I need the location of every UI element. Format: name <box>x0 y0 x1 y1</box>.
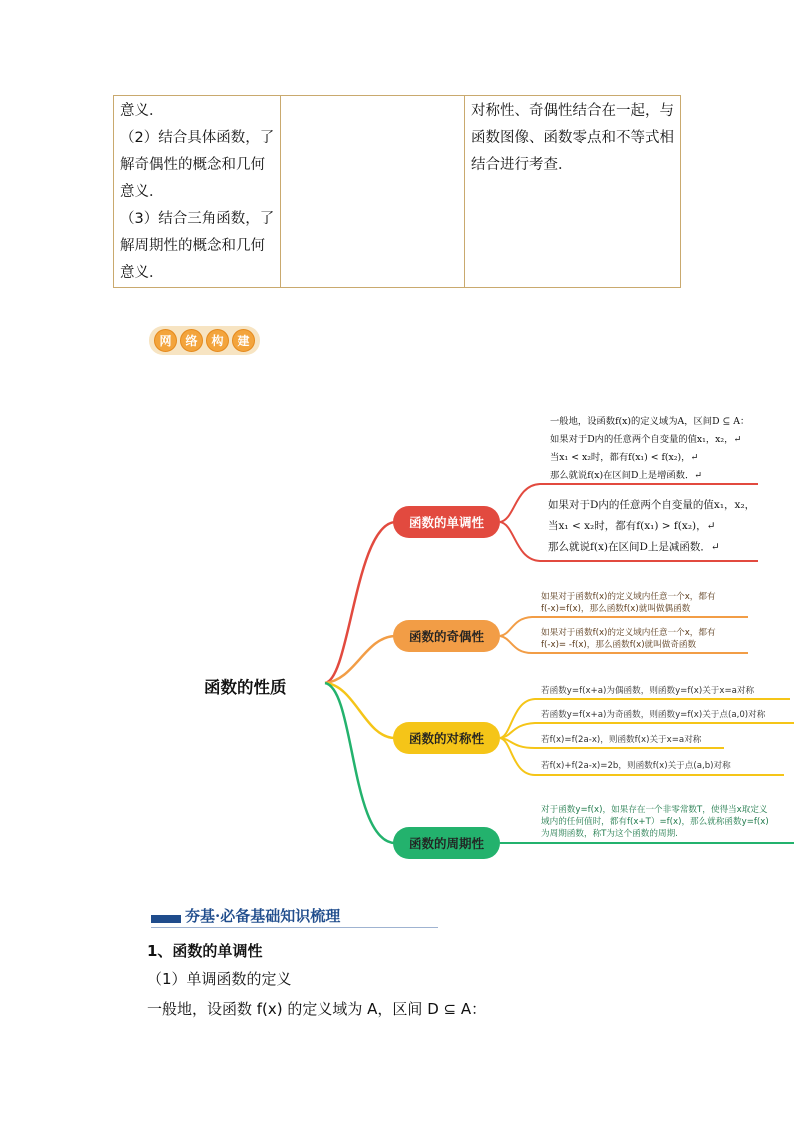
heading-monotonicity: 1、函数的单调性 <box>147 942 263 960</box>
branch-line-period <box>325 683 395 843</box>
node-periodicity: 函数的周期性 <box>393 827 500 859</box>
table-col-empty <box>281 96 465 287</box>
badge-char: 构 <box>206 329 229 352</box>
network-build-badge <box>149 326 260 355</box>
note-line: 那么就说f(x)在区间D上是增函数．↵ <box>550 470 703 481</box>
table-line: 函数图像、函数零点和不等式相 <box>471 130 674 146</box>
note-line: 如果对于函数f(x)的定义域内任意一个x，都有 <box>541 628 716 638</box>
note-line: 如果对于函数f(x)的定义域内任意一个x，都有 <box>541 592 716 602</box>
note-line: 当x₁ < x₂时，都有f(x₁) < f(x₂)，↵ <box>550 452 699 463</box>
note-line: 当x₁ < x₂时，都有f(x₁) > f(x₂)，↵ <box>548 520 716 532</box>
branch-line-mono <box>325 522 395 683</box>
note-even-function <box>541 591 716 615</box>
table-line: 意义． <box>120 265 164 281</box>
table-line: （3）结合三角函数，了 <box>120 211 275 227</box>
note-increasing <box>550 413 749 485</box>
node-parity: 函数的奇偶性 <box>393 620 500 652</box>
note-symmetry-2: 若函数y=f(x+a)为奇函数，则函数y=f(x)关于点(a,0)对称 <box>541 710 766 720</box>
table-line: 解周期性的概念和几何 <box>120 238 265 254</box>
note-symmetry-1: 若函数y=f(x+a)为偶函数，则函数y=f(x)关于x=a对称 <box>541 686 755 696</box>
note-symmetry-4: 若f(x)+f(2a-x)=2b，则函数f(x)关于点(a,b)对称 <box>541 761 731 771</box>
table-line: 对称性、奇偶性结合在一起，与 <box>471 103 674 119</box>
note-line: 如果对于D内的任意两个自变量的值x₁，x₂，↵ <box>550 434 742 445</box>
note-line: f(-x)=f(x)，那么函数f(x)就叫做偶函数 <box>541 604 691 614</box>
note-symmetry-3: 若f(x)=f(2a-x)，则函数f(x)关于x=a对称 <box>541 735 702 745</box>
table-line: 结合进行考查． <box>471 157 573 173</box>
badge-char: 建 <box>232 329 255 352</box>
node-monotonicity: 函数的单调性 <box>393 506 500 538</box>
note-odd-function <box>541 627 716 651</box>
table-col-requirements <box>114 96 281 287</box>
section-bar-icon <box>151 915 181 923</box>
table-line: 意义． <box>120 184 164 200</box>
subheading-definition: （1）单调函数的定义 <box>147 970 292 988</box>
table-col-exam-focus <box>465 96 680 287</box>
section-title: 夯基·必备基础知识梳理 <box>185 907 341 925</box>
note-line: 如果对于D内的任意两个自变量的值x₁，x₂， <box>548 499 756 511</box>
note-line: f(-x)= -f(x)，那么函数f(x)就叫做奇函数 <box>541 640 697 650</box>
node-symmetry: 函数的对称性 <box>393 722 500 754</box>
note-line: 域内的任何值时，都有f(x+T）=f(x)，那么就称函数y=f(x) <box>541 817 769 827</box>
section-divider <box>151 927 438 928</box>
badge-char: 网 <box>154 329 177 352</box>
branch-line-parity <box>325 636 395 683</box>
note-period <box>541 804 769 840</box>
note-line: 为周期函数，称T为这个函数的周期. <box>541 829 678 839</box>
badge-char: 络 <box>180 329 203 352</box>
paragraph-definition: 一般地，设函数 f(x) 的定义域为 A，区间 D ⊆ A： <box>147 1000 487 1018</box>
note-line: 对于函数y=f(x)，如果存在一个非零常数T，使得当x取定义 <box>541 805 768 815</box>
table-line: （2）结合具体函数，了 <box>120 130 275 146</box>
note-decreasing <box>548 495 755 558</box>
table-line: 解奇偶性的概念和几何 <box>120 157 265 173</box>
branch-line-symmetry <box>325 683 395 738</box>
mindmap-center: 函数的性质 <box>204 678 287 697</box>
requirements-table <box>113 95 681 288</box>
note-line: 一般地，设函数f(x)的定义域为A，区间D ⊆ A： <box>550 416 750 427</box>
note-line: 那么就说f(x)在区间D上是减函数．↵ <box>548 541 720 553</box>
table-line: 意义． <box>120 103 164 119</box>
